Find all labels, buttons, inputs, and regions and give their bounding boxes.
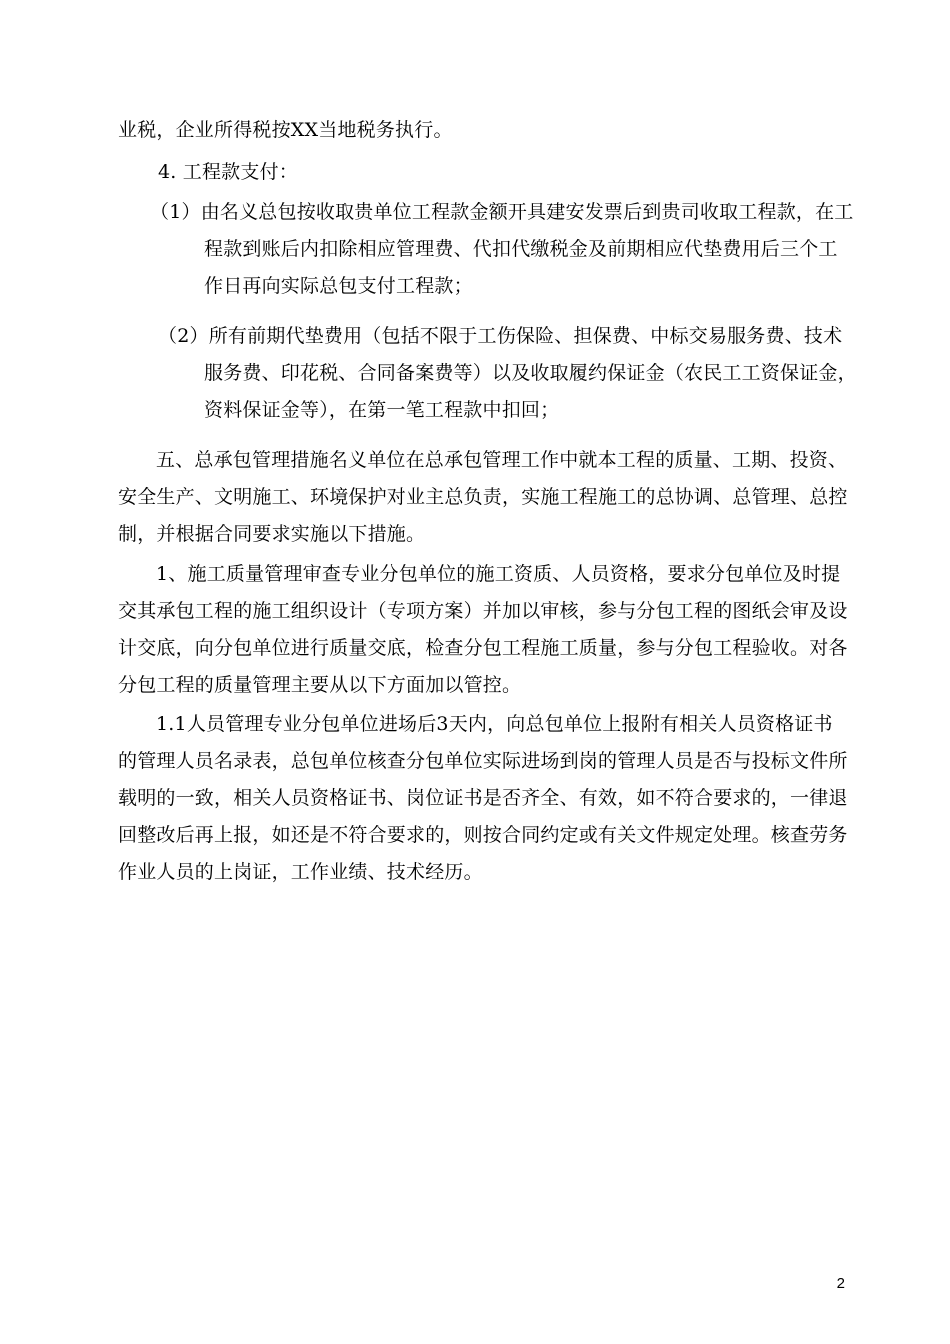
list-item-1 bbox=[150, 194, 854, 305]
text-line: 作日再向实际总包支付工程款； bbox=[204, 275, 473, 297]
text-line: 回整改后再上报，如还是不符合要求的，则按合同约定或有关文件规定处理。核查劳务 bbox=[118, 824, 848, 846]
text-line: （2）所有前期代垫费用（包括不限于工伤保险、担保费、中标交易服务费、技术 bbox=[158, 325, 843, 347]
paragraph-tax-continuation bbox=[118, 112, 453, 149]
text-line: 制，并根据合同要求实施以下措施。 bbox=[118, 523, 426, 545]
text-line: 载明的一致，相关人员资格证书、岗位证书是否齐全、有效，如不符合要求的，一律退 bbox=[118, 787, 848, 809]
text-line: 程款到账后内扣除相应管理费、代扣代缴税金及前期相应代垫费用后三个工 bbox=[204, 238, 838, 260]
text-line: 1.1人员管理专业分包单位进场后3天内，向总包单位上报附有相关人员资格证书 bbox=[156, 713, 833, 735]
text-line: 计交底，向分包单位进行质量交底，检查分包工程施工质量，参与分包工程验收。对各 bbox=[118, 637, 848, 659]
text-line: 分包工程的质量管理主要从以下方面加以管控。 bbox=[118, 674, 522, 696]
text-line: 资料保证金等），在第一笔工程款中扣回； bbox=[204, 399, 560, 421]
text-line: （1）由名义总包按收取贵单位工程款金额开具建安发票后到贵司收取工程款，在工 bbox=[150, 201, 854, 223]
heading-payment bbox=[158, 154, 298, 191]
list-item-2 bbox=[158, 318, 857, 429]
text-line: 交其承包工程的施工组织设计（专项方案）并加以审核，参与分包工程的图纸会审及设 bbox=[118, 600, 848, 622]
text-line: 的管理人员名录表，总包单位核查分包单位实际进场到岗的管理人员是否与投标文件所 bbox=[118, 750, 848, 772]
text-line: 服务费、印花税、合同备案费等）以及收取履约保证金（农民工工资保证金， bbox=[204, 362, 857, 384]
text-line: 五、总承包管理措施名义单位在总承包管理工作中就本工程的质量、工期、投资、 bbox=[156, 449, 848, 471]
text-line: 安全生产、文明施工、环境保护对业主总负责，实施工程施工的总协调、总管理、总控 bbox=[118, 486, 848, 508]
paragraph-personnel-management bbox=[118, 706, 848, 891]
text-line: 作业人员的上岗证，工作业绩、技术经历。 bbox=[118, 861, 483, 883]
text-line: 4. 工程款支付： bbox=[158, 161, 298, 183]
paragraph-quality-management bbox=[118, 556, 848, 704]
paragraph-section-five bbox=[118, 442, 848, 553]
text-line: 业税，企业所得税按XX当地税务执行。 bbox=[118, 119, 453, 141]
text-line: 1、施工质量管理审查专业分包单位的施工资质、人员资格，要求分包单位及时提 bbox=[156, 563, 841, 585]
page-number: 2 bbox=[836, 1275, 845, 1292]
